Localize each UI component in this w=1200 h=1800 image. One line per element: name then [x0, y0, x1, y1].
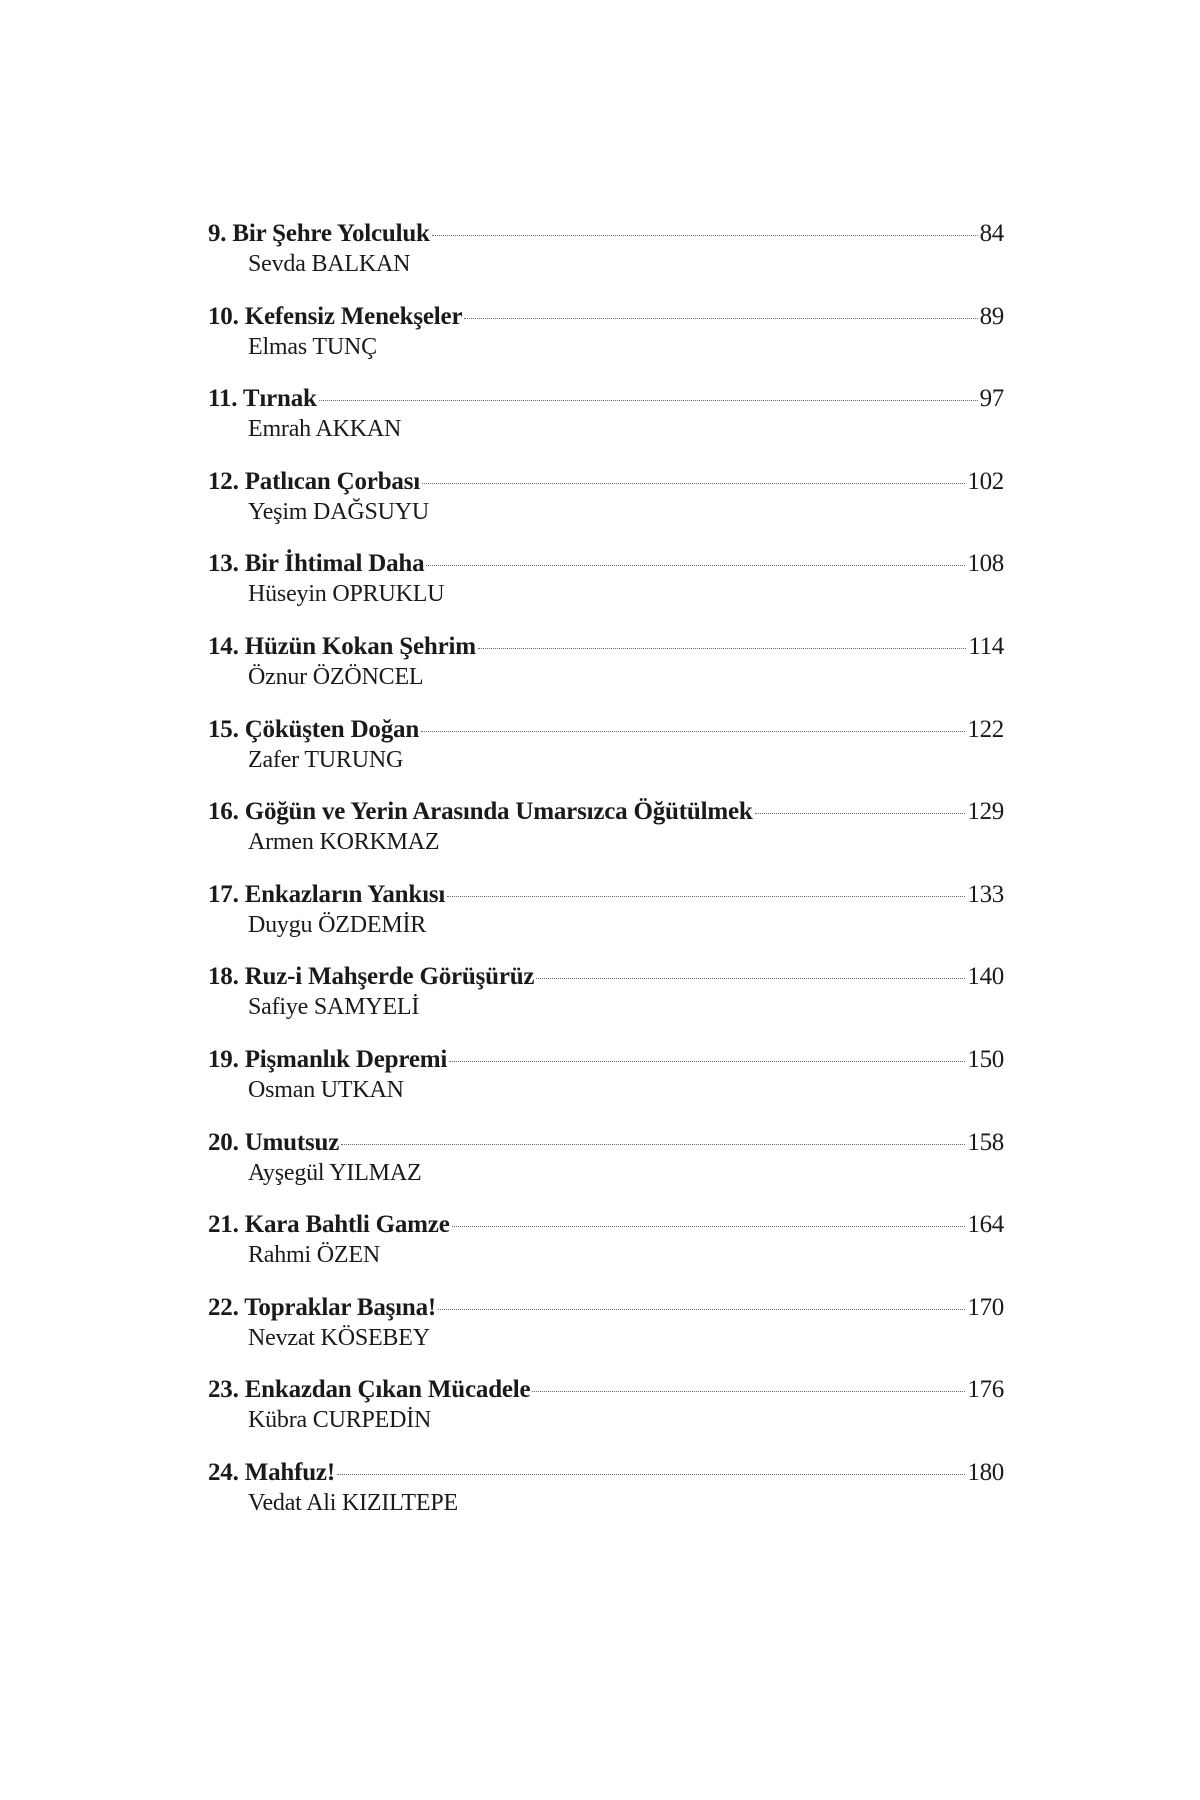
toc-dot-leader — [341, 1144, 965, 1145]
toc-entry-title: 23. Enkazdan Çıkan Mücadele — [208, 1376, 531, 1404]
toc-entry-line — [208, 880, 1004, 910]
toc-entry-author: Sevda BALKAN — [248, 251, 411, 277]
toc-entry-line — [208, 302, 1004, 332]
toc-entry[interactable] — [208, 302, 1004, 385]
toc-entry-page-number: 176 — [967, 1376, 1004, 1404]
toc-entry-author: Emrah AKKAN — [248, 416, 402, 443]
toc-entry-page-number: 170 — [967, 1293, 1004, 1321]
toc-entry-title: 12. Patlıcan Çorbası — [208, 467, 420, 495]
toc-entry-title: 14. Hüzün Kokan Şehrim — [208, 632, 476, 660]
toc-entry-author: Safiye SAMYELİ — [248, 994, 420, 1021]
toc-entry-title: 20. Umutsuz — [208, 1128, 340, 1156]
toc-entry-line — [208, 715, 1004, 745]
toc-list — [208, 219, 1004, 1541]
toc-dot-leader — [755, 813, 966, 814]
toc-dot-leader — [432, 235, 978, 236]
toc-entry-page-number: 97 — [979, 385, 1004, 413]
toc-entry-author: Rahmi ÖZEN — [248, 1242, 380, 1269]
toc-entry[interactable] — [208, 797, 1004, 880]
toc-entry[interactable] — [208, 1210, 1004, 1293]
toc-entry[interactable] — [208, 467, 1004, 550]
toc-entry-title: 13. Bir İhtimal Daha — [208, 550, 425, 578]
toc-dot-leader — [438, 1309, 965, 1310]
toc-entry[interactable] — [208, 384, 1004, 467]
toc-entry[interactable] — [208, 1375, 1004, 1458]
toc-entry-line — [208, 797, 1004, 827]
toc-dot-leader — [421, 731, 965, 732]
toc-entry-title: 16. Göğün ve Yerin Arasında Umarsızca Öğütülmek — [208, 798, 753, 826]
toc-entry-line — [208, 1293, 1004, 1323]
toc-entry-title: 17. Enkazların Yankısı — [208, 880, 446, 908]
toc-entry[interactable] — [208, 219, 1004, 302]
toc-entry-page-number: 102 — [967, 467, 1004, 495]
toc-entry-page-number: 114 — [968, 632, 1004, 660]
toc-entry-title: 11. Tırnak — [208, 385, 317, 413]
toc-entry[interactable] — [208, 632, 1004, 715]
toc-dot-leader — [426, 565, 965, 566]
toc-dot-leader — [319, 400, 978, 401]
toc-entry-author: Vedat Ali KIZILTEPE — [248, 1489, 458, 1516]
toc-entry-page-number: 158 — [967, 1128, 1004, 1156]
toc-entry-title: 19. Pişmanlık Depremi — [208, 1045, 448, 1073]
toc-entry-line — [208, 1375, 1004, 1405]
toc-entry-title: 15. Çöküşten Doğan — [208, 715, 420, 743]
toc-entry[interactable] — [208, 549, 1004, 632]
toc-entry-line — [208, 1210, 1004, 1240]
toc-entry-page-number: 164 — [967, 1211, 1004, 1239]
toc-entry-author: Osman UTKAN — [248, 1076, 404, 1103]
toc-entry-author: Zafer TURUNG — [248, 746, 404, 773]
toc-entry[interactable] — [208, 962, 1004, 1045]
toc-entry-author: Öznur ÖZÖNCEL — [248, 663, 424, 690]
toc-entry-author: Nevzat KÖSEBEY — [248, 1324, 430, 1351]
toc-dot-leader — [478, 648, 966, 649]
toc-entry-author: Yeşim DAĞSUYU — [248, 498, 429, 525]
toc-entry[interactable] — [208, 1293, 1004, 1376]
toc-entry-line — [208, 632, 1004, 662]
toc-dot-leader — [536, 978, 965, 979]
toc-entry-line — [208, 467, 1004, 497]
toc-entry[interactable] — [208, 1045, 1004, 1128]
toc-entry-line — [208, 219, 1004, 249]
toc-entry-title: 9. Bir Şehre Yolculuk — [208, 220, 430, 247]
toc-entry-author: Duygu ÖZDEMİR — [248, 911, 427, 938]
toc-entry[interactable] — [208, 715, 1004, 798]
toc-entry-title: 24. Mahfuz! — [208, 1458, 335, 1486]
toc-dot-leader — [452, 1226, 966, 1227]
toc-entry[interactable] — [208, 880, 1004, 963]
toc-entry-title: 21. Kara Bahtli Gamze — [208, 1211, 450, 1239]
toc-entry-line — [208, 962, 1004, 992]
toc-entry-title: 10. Kefensiz Menekşeler — [208, 302, 463, 330]
toc-entry-page-number: 129 — [967, 798, 1004, 826]
toc-dot-leader — [337, 1474, 965, 1475]
toc-dot-leader — [464, 318, 977, 319]
toc-entry-line — [208, 384, 1004, 414]
toc-entry-line — [208, 1458, 1004, 1488]
toc-entry-author: Armen KORKMAZ — [248, 829, 440, 856]
toc-entry-page-number: 150 — [967, 1045, 1004, 1073]
toc-dot-leader — [532, 1391, 965, 1392]
toc-entry-page-number: 133 — [967, 880, 1004, 908]
toc-entry[interactable] — [208, 1128, 1004, 1211]
toc-entry-page-number: 180 — [967, 1458, 1004, 1486]
toc-entry-title: 22. Topraklar Başına! — [208, 1293, 437, 1321]
toc-entry-line — [208, 1045, 1004, 1075]
toc-entry-line — [208, 549, 1004, 579]
toc-dot-leader — [449, 1061, 965, 1062]
toc-entry[interactable] — [208, 1458, 1004, 1541]
toc-dot-leader — [422, 483, 965, 484]
toc-entry-author: Ayşegül YILMAZ — [248, 1159, 422, 1186]
toc-entry-title: 18. Ruz-i Mahşerde Görüşürüz — [208, 963, 535, 991]
toc-entry-author: Hüseyin OPRUKLU — [248, 581, 445, 608]
toc-entry-page-number: 89 — [979, 302, 1004, 330]
toc-entry-line — [208, 1128, 1004, 1158]
toc-entry-author: Kübra CURPEDİN — [248, 1407, 432, 1434]
toc-dot-leader — [447, 896, 965, 897]
toc-entry-page-number: 140 — [967, 963, 1004, 991]
toc-entry-author: Elmas TUNÇ — [248, 333, 377, 360]
toc-entry-page-number: 108 — [967, 550, 1004, 578]
toc-entry-page-number: 122 — [967, 715, 1004, 743]
toc-entry-page-number: 84 — [979, 220, 1004, 247]
